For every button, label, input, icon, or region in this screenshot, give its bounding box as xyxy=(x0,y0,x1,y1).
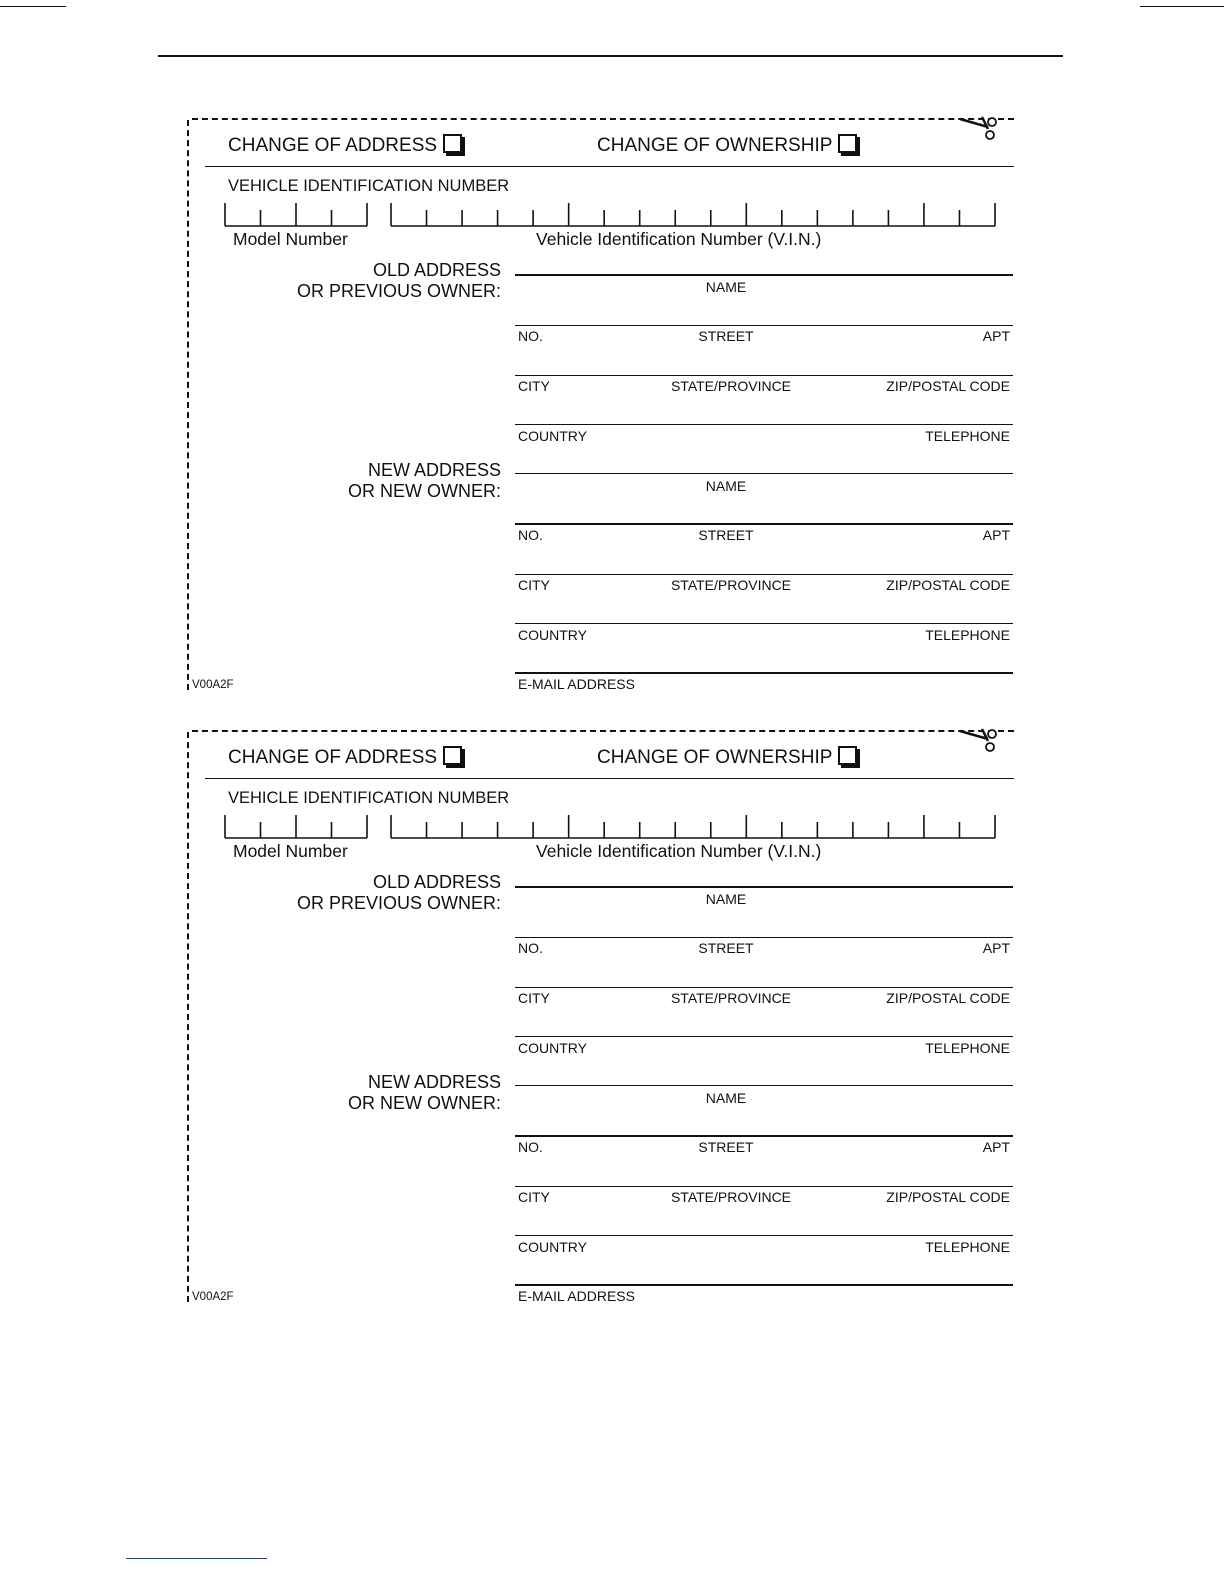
new-name-label: NAME xyxy=(705,1090,747,1106)
model-number-label: Model Number xyxy=(233,229,348,249)
change-of-ownership-checkbox[interactable] xyxy=(838,746,857,765)
cut-line xyxy=(192,118,1014,120)
vin-boxes[interactable] xyxy=(390,202,1000,228)
old-name-label: NAME xyxy=(705,891,747,907)
change-form-card-2 xyxy=(0,612,1224,1304)
new-name-label: NAME xyxy=(705,478,747,494)
change-form-card-1 xyxy=(0,0,1224,692)
email-label: E-MAIL ADDRESS xyxy=(518,1288,635,1304)
new-name-line[interactable] xyxy=(515,473,1013,474)
new-city-line[interactable] xyxy=(515,574,1013,575)
new-address-heading-2: OR NEW OWNER: xyxy=(348,481,501,501)
change-of-address-checkbox[interactable] xyxy=(443,746,462,765)
old-street-line[interactable] xyxy=(515,937,1013,938)
new-street-line[interactable] xyxy=(515,523,1013,525)
form-code: V00A2F xyxy=(192,679,234,691)
old-address-heading-2: OR PREVIOUS OWNER: xyxy=(296,281,501,301)
footer-link-rule xyxy=(126,1558,267,1559)
old-apt-label: APT xyxy=(982,328,1010,344)
old-street-label: STREET xyxy=(698,940,754,956)
new-street-line[interactable] xyxy=(515,1135,1013,1137)
old-name-line[interactable] xyxy=(515,886,1013,888)
scissors-icon xyxy=(958,725,1000,755)
new-apt-label: APT xyxy=(982,527,1010,543)
vin-label: Vehicle Identification Number (V.I.N.) xyxy=(536,841,822,861)
old-name-line[interactable] xyxy=(515,274,1013,276)
old-telephone-label: TELEPHONE xyxy=(925,1040,1010,1056)
new-country-line[interactable] xyxy=(515,1235,1013,1236)
vin-heading: VEHICLE IDENTIFICATION NUMBER xyxy=(228,177,510,195)
new-address-heading-2: OR NEW OWNER: xyxy=(348,1093,501,1113)
old-telephone-label: TELEPHONE xyxy=(925,428,1010,444)
change-of-address-label: CHANGE OF ADDRESS xyxy=(228,747,438,768)
change-of-address-label: CHANGE OF ADDRESS xyxy=(228,135,438,156)
change-of-ownership-label: CHANGE OF OWNERSHIP xyxy=(597,135,833,156)
old-city-label: CITY xyxy=(518,378,550,394)
vin-boxes[interactable] xyxy=(390,814,1000,840)
old-zip-label: ZIP/POSTAL CODE xyxy=(886,378,1010,394)
header-divider xyxy=(205,778,1014,779)
old-country-label: COUNTRY xyxy=(518,1040,587,1056)
new-street-label: STREET xyxy=(698,1139,754,1155)
old-country-line[interactable] xyxy=(515,424,1013,425)
vin-heading: VEHICLE IDENTIFICATION NUMBER xyxy=(228,789,510,807)
new-address-heading-1: NEW ADDRESS xyxy=(367,460,501,480)
old-country-line[interactable] xyxy=(515,1036,1013,1037)
new-street-label: STREET xyxy=(698,527,754,543)
form-code: V00A2F xyxy=(192,1291,234,1303)
old-city-label: CITY xyxy=(518,990,550,1006)
model-number-boxes[interactable] xyxy=(224,202,370,228)
header-divider xyxy=(205,166,1014,167)
new-country-label: COUNTRY xyxy=(518,627,587,643)
old-address-heading-1: OLD ADDRESS xyxy=(372,872,501,892)
old-no-label: NO. xyxy=(518,940,543,956)
new-name-line[interactable] xyxy=(515,1085,1013,1086)
old-city-line[interactable] xyxy=(515,375,1013,376)
old-name-label: NAME xyxy=(705,279,747,295)
new-zip-label: ZIP/POSTAL CODE xyxy=(886,1189,1010,1205)
old-state-label: STATE/PROVINCE xyxy=(670,990,792,1006)
email-line[interactable] xyxy=(515,1284,1013,1286)
change-of-ownership-checkbox[interactable] xyxy=(838,134,857,153)
new-no-label: NO. xyxy=(518,1139,543,1155)
email-label: E-MAIL ADDRESS xyxy=(518,676,635,692)
new-telephone-label: TELEPHONE xyxy=(925,627,1010,643)
vin-label: Vehicle Identification Number (V.I.N.) xyxy=(536,229,822,249)
cut-line xyxy=(192,730,1014,732)
old-no-label: NO. xyxy=(518,328,543,344)
new-city-label: CITY xyxy=(518,1189,550,1205)
new-no-label: NO. xyxy=(518,527,543,543)
change-of-address-checkbox[interactable] xyxy=(443,134,462,153)
new-state-label: STATE/PROVINCE xyxy=(670,577,792,593)
old-country-label: COUNTRY xyxy=(518,428,587,444)
new-state-label: STATE/PROVINCE xyxy=(670,1189,792,1205)
model-number-label: Model Number xyxy=(233,841,348,861)
old-address-heading-1: OLD ADDRESS xyxy=(372,260,501,280)
model-number-boxes[interactable] xyxy=(224,814,370,840)
old-city-line[interactable] xyxy=(515,987,1013,988)
new-city-label: CITY xyxy=(518,577,550,593)
old-state-label: STATE/PROVINCE xyxy=(670,378,792,394)
cut-line-vertical xyxy=(187,732,189,1302)
old-address-heading-2: OR PREVIOUS OWNER: xyxy=(296,893,501,913)
new-address-heading-1: NEW ADDRESS xyxy=(367,1072,501,1092)
new-city-line[interactable] xyxy=(515,1186,1013,1187)
change-of-ownership-label: CHANGE OF OWNERSHIP xyxy=(597,747,833,768)
old-street-line[interactable] xyxy=(515,325,1013,326)
old-apt-label: APT xyxy=(982,940,1010,956)
scissors-icon xyxy=(958,113,1000,143)
old-street-label: STREET xyxy=(698,328,754,344)
new-zip-label: ZIP/POSTAL CODE xyxy=(886,577,1010,593)
new-telephone-label: TELEPHONE xyxy=(925,1239,1010,1255)
new-apt-label: APT xyxy=(982,1139,1010,1155)
new-country-label: COUNTRY xyxy=(518,1239,587,1255)
old-zip-label: ZIP/POSTAL CODE xyxy=(886,990,1010,1006)
cut-line-vertical xyxy=(187,120,189,690)
